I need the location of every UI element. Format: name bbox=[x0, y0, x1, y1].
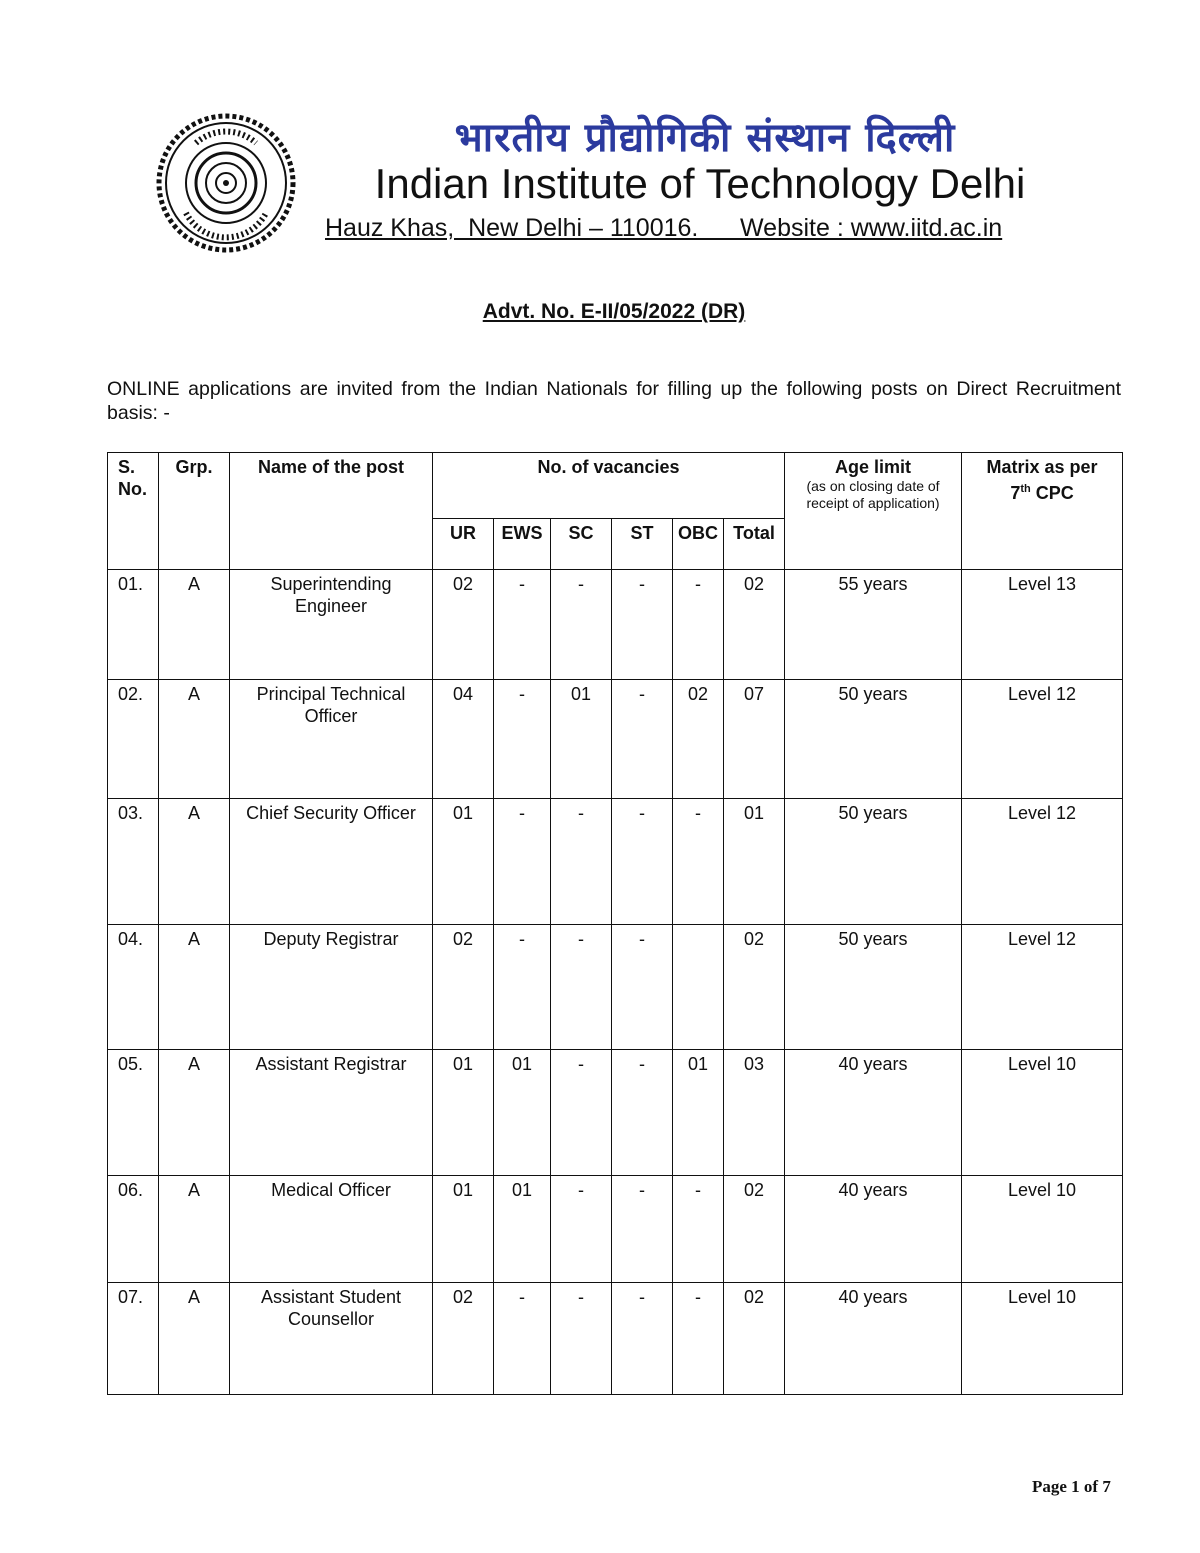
cell-grp: A bbox=[159, 925, 230, 1050]
cell-sno: 07. bbox=[108, 1283, 159, 1395]
age-limit-note: (as on closing date of receipt of application) bbox=[806, 478, 940, 511]
cell-matrix: Level 12 bbox=[962, 925, 1123, 1050]
cell-total: 07 bbox=[724, 680, 785, 799]
table-row bbox=[108, 1050, 1123, 1176]
cell-obc: - bbox=[673, 570, 724, 680]
cell-sno: 03. bbox=[108, 799, 159, 925]
cell-obc: - bbox=[673, 1283, 724, 1395]
vacancy-table bbox=[107, 452, 1123, 1395]
cell-post: Medical Officer bbox=[230, 1176, 433, 1283]
table-row bbox=[108, 799, 1123, 925]
cell-ews: - bbox=[494, 925, 551, 1050]
cell-grp: A bbox=[159, 1050, 230, 1176]
cell-sno: 04. bbox=[108, 925, 159, 1050]
page-number: Page 1 of 7 bbox=[1032, 1477, 1111, 1496]
iit-delhi-logo bbox=[156, 113, 296, 253]
header-sc: SC bbox=[551, 519, 612, 570]
header-row bbox=[108, 453, 1123, 519]
table-row bbox=[108, 680, 1123, 799]
institute-address: Hauz Khas, New Delhi – 110016. Website : www.iitd.ac.in bbox=[325, 214, 1003, 242]
table-row bbox=[108, 925, 1123, 1050]
cell-sc: - bbox=[551, 925, 612, 1050]
cell-age: 50 years bbox=[785, 680, 962, 799]
cell-st: - bbox=[612, 925, 673, 1050]
cell-obc: - bbox=[673, 1176, 724, 1283]
cell-ur: 01 bbox=[433, 1176, 494, 1283]
cell-grp: A bbox=[159, 799, 230, 925]
cell-obc: 01 bbox=[673, 1050, 724, 1176]
cell-sno: 06. bbox=[108, 1176, 159, 1283]
cell-total: 02 bbox=[724, 1176, 785, 1283]
cell-ews: 01 bbox=[494, 1176, 551, 1283]
institute-name: Indian Institute of Technology Delhi bbox=[374, 160, 1026, 207]
cell-age: 40 years bbox=[785, 1283, 962, 1395]
cell-sno: 01. bbox=[108, 570, 159, 680]
institute-name-hindi: भारतीय प्रौद्योगिकी संस्थान दिल्ली bbox=[454, 115, 956, 161]
cell-matrix: Level 12 bbox=[962, 680, 1123, 799]
cell-obc bbox=[673, 925, 724, 1050]
header-st: ST bbox=[612, 519, 673, 570]
cell-total: 02 bbox=[724, 925, 785, 1050]
cell-st: - bbox=[612, 1283, 673, 1395]
cell-ur: 04 bbox=[433, 680, 494, 799]
header-total: Total bbox=[724, 519, 785, 570]
cell-age: 40 years bbox=[785, 1176, 962, 1283]
cell-sc: - bbox=[551, 799, 612, 925]
cell-matrix: Level 10 bbox=[962, 1176, 1123, 1283]
cell-st: - bbox=[612, 1176, 673, 1283]
cell-grp: A bbox=[159, 570, 230, 680]
cell-age: 55 years bbox=[785, 570, 962, 680]
header-vacancies: No. of vacancies bbox=[433, 453, 785, 519]
cell-total: 01 bbox=[724, 799, 785, 925]
cell-sno: 05. bbox=[108, 1050, 159, 1176]
cell-st: - bbox=[612, 570, 673, 680]
cell-ews: - bbox=[494, 680, 551, 799]
header-matrix: Matrix as per 7th CPC bbox=[962, 453, 1123, 570]
cell-st: - bbox=[612, 799, 673, 925]
cell-post: Assistant Student Counsellor bbox=[230, 1283, 433, 1395]
cell-post: Deputy Registrar bbox=[230, 925, 433, 1050]
cell-post: Superintending Engineer bbox=[230, 570, 433, 680]
cell-st: - bbox=[612, 680, 673, 799]
cell-grp: A bbox=[159, 680, 230, 799]
cell-st: - bbox=[612, 1050, 673, 1176]
cell-age: 40 years bbox=[785, 1050, 962, 1176]
cell-ews: - bbox=[494, 570, 551, 680]
header-post: Name of the post bbox=[230, 453, 433, 570]
cell-obc: - bbox=[673, 799, 724, 925]
cell-sc: - bbox=[551, 1283, 612, 1395]
cell-sc: - bbox=[551, 1050, 612, 1176]
cell-obc: 02 bbox=[673, 680, 724, 799]
cell-grp: A bbox=[159, 1283, 230, 1395]
header-sno: S. No. bbox=[108, 453, 159, 570]
header-age-limit: Age limit (as on closing date of receipt of application) bbox=[785, 453, 962, 570]
header-ews: EWS bbox=[494, 519, 551, 570]
cell-age: 50 years bbox=[785, 799, 962, 925]
cell-ews: - bbox=[494, 1283, 551, 1395]
table-row bbox=[108, 570, 1123, 680]
cell-sno: 02. bbox=[108, 680, 159, 799]
cell-matrix: Level 10 bbox=[962, 1050, 1123, 1176]
cell-matrix: Level 10 bbox=[962, 1283, 1123, 1395]
cell-grp: A bbox=[159, 1176, 230, 1283]
cell-sc: - bbox=[551, 570, 612, 680]
advertisement-number: Advt. No. E-II/05/2022 (DR) bbox=[482, 300, 746, 323]
cell-ur: 02 bbox=[433, 1283, 494, 1395]
cell-sc: - bbox=[551, 1176, 612, 1283]
cell-matrix: Level 12 bbox=[962, 799, 1123, 925]
cell-ur: 02 bbox=[433, 570, 494, 680]
table-row bbox=[108, 1176, 1123, 1283]
cell-ews: 01 bbox=[494, 1050, 551, 1176]
table-row bbox=[108, 1283, 1123, 1395]
cell-ews: - bbox=[494, 799, 551, 925]
header-grp: Grp. bbox=[159, 453, 230, 570]
cell-total: 02 bbox=[724, 1283, 785, 1395]
cell-total: 03 bbox=[724, 1050, 785, 1176]
cell-ur: 01 bbox=[433, 799, 494, 925]
cell-post: Assistant Registrar bbox=[230, 1050, 433, 1176]
header-obc: OBC bbox=[673, 519, 724, 570]
cell-post: Principal Technical Officer bbox=[230, 680, 433, 799]
cell-matrix: Level 13 bbox=[962, 570, 1123, 680]
cell-total: 02 bbox=[724, 570, 785, 680]
cell-ur: 02 bbox=[433, 925, 494, 1050]
intro-paragraph: ONLINE applications are invited from the Indian Nationals for filling up the following posts on Direct Recruitment basis: - bbox=[107, 378, 1121, 424]
cell-age: 50 years bbox=[785, 925, 962, 1050]
cell-post: Chief Security Officer bbox=[230, 799, 433, 925]
cell-sc: 01 bbox=[551, 680, 612, 799]
cell-ur: 01 bbox=[433, 1050, 494, 1176]
header-ur: UR bbox=[433, 519, 494, 570]
